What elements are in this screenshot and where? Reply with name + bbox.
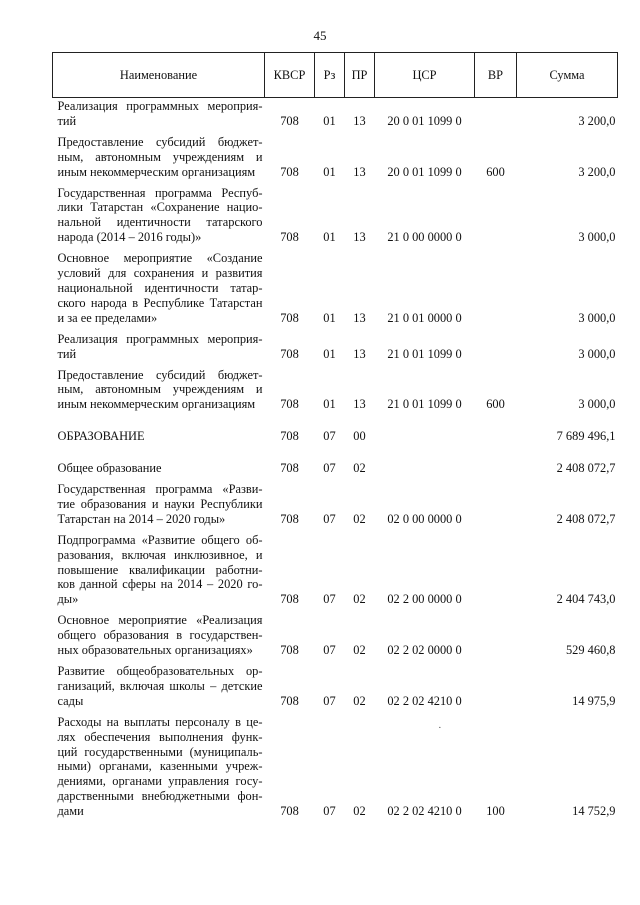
cell-sum: 2 408 072,7 — [556, 511, 616, 526]
page-number: 45 — [313, 28, 327, 43]
cell-csr: 21 0 01 1099 0 — [387, 346, 462, 361]
cell-name: Государственная программа «Разви-тие образования и науки Республики Татарстан на 2014 – 2020 годы» — [57, 482, 263, 526]
cell-kvsr: 708 — [280, 346, 299, 361]
cell-pr: 13 — [353, 230, 366, 245]
cell-pr: 13 — [353, 346, 366, 361]
cell-vr: 600 — [486, 164, 505, 179]
cell-sum: 3 000,0 — [578, 230, 616, 245]
table-row — [53, 527, 618, 608]
cell-pr: 02 — [353, 643, 366, 658]
cell-pr: 02 — [353, 511, 366, 526]
table-row — [53, 180, 618, 246]
cell-rz: 07 — [323, 693, 336, 708]
cell-vr — [475, 326, 517, 362]
cell-rz: 01 — [323, 397, 336, 412]
cell-kvsr: 708 — [280, 461, 299, 476]
cell-pr: 02 — [353, 592, 366, 607]
cell-sum: 3 200,0 — [578, 164, 616, 179]
table-row — [53, 326, 618, 362]
cell-rz: 07 — [323, 592, 336, 607]
header-rz: Рз — [315, 53, 345, 98]
table-row — [53, 129, 618, 180]
cell-kvsr: 708 — [280, 310, 299, 325]
cell-csr: 21 0 01 0000 0 — [387, 310, 462, 325]
header-name: Наименование — [53, 53, 265, 98]
cell-name: Предоставление субсидий бюджет-ным, автономным учреждениям и иным некоммерческим организациям — [57, 367, 263, 412]
cell-csr: 02 2 02 4210 0 — [387, 804, 462, 819]
cell-sum: 2 408 072,7 — [556, 461, 616, 476]
table-row — [53, 245, 618, 326]
cell-rz: 07 — [323, 643, 336, 658]
cell-name: Расходы на выплаты персоналу в це-лях обеспечения выполнения функ-ций государственными (муниципаль-ными) органами, казенными учреж-дениями, органами управления госу-дарственными внебюджетными фон-дами — [57, 714, 263, 819]
cell-vr — [475, 245, 517, 326]
scan-speck: · — [438, 722, 442, 734]
table-row — [53, 476, 618, 527]
cell-name: Предоставление субсидий бюджет-ным, автономным учреждениям и иным некоммерческим организациям — [57, 134, 263, 179]
cell-pr: 02 — [353, 461, 366, 476]
table-row — [53, 412, 618, 444]
table-row — [53, 607, 618, 658]
cell-sum: 2 404 743,0 — [556, 592, 616, 607]
cell-csr: 02 2 02 4210 0 — [387, 693, 462, 708]
cell-kvsr: 708 — [280, 397, 299, 412]
table-row — [53, 658, 618, 709]
cell-sum: 3 000,0 — [578, 310, 616, 325]
cell-vr: 100 — [486, 804, 505, 819]
cell-rz: 07 — [323, 429, 336, 444]
cell-csr: 02 2 00 0000 0 — [387, 592, 462, 607]
table-row — [53, 709, 618, 819]
cell-pr: 13 — [353, 164, 366, 179]
cell-vr — [475, 98, 517, 129]
cell-sum: 3 000,0 — [578, 346, 616, 361]
budget-table — [52, 52, 618, 819]
cell-csr: 02 2 02 0000 0 — [387, 643, 462, 658]
cell-kvsr: 708 — [280, 113, 299, 128]
cell-vr — [475, 476, 517, 527]
table-header — [53, 53, 618, 98]
table-body — [53, 98, 618, 820]
cell-vr: 600 — [486, 397, 505, 412]
cell-sum: 14 975,9 — [572, 693, 616, 708]
cell-csr: 02 0 00 0000 0 — [387, 511, 462, 526]
cell-csr: 21 0 01 1099 0 — [387, 397, 462, 412]
budget-table-container — [52, 52, 617, 819]
cell-sum: 529 460,8 — [565, 643, 616, 658]
cell-vr — [475, 412, 517, 444]
header-sum: Сумма — [517, 53, 618, 98]
cell-name: Общее образование — [57, 461, 162, 476]
cell-name: Реализация программных мероприя-тий — [57, 331, 263, 361]
cell-rz: 07 — [323, 511, 336, 526]
cell-csr: 21 0 00 0000 0 — [387, 230, 462, 245]
cell-rz: 01 — [323, 113, 336, 128]
cell-pr: 02 — [353, 804, 366, 819]
cell-vr — [475, 180, 517, 246]
table-row — [53, 362, 618, 413]
cell-kvsr: 708 — [280, 230, 299, 245]
cell-rz: 07 — [323, 804, 336, 819]
cell-pr: 00 — [353, 429, 366, 444]
cell-rz: 01 — [323, 346, 336, 361]
cell-name: Основное мероприятие «Реализация общего образования в государствен-ных образовательных организациях» — [57, 613, 263, 658]
cell-sum: 7 689 496,1 — [556, 429, 616, 444]
header-csr: ЦСР — [375, 53, 475, 98]
cell-csr — [375, 444, 475, 476]
cell-rz: 01 — [323, 310, 336, 325]
cell-kvsr: 708 — [280, 511, 299, 526]
cell-rz: 01 — [323, 164, 336, 179]
cell-rz: 07 — [323, 461, 336, 476]
cell-kvsr: 708 — [280, 804, 299, 819]
cell-sum: 3 000,0 — [578, 397, 616, 412]
cell-name: Реализация программных мероприя-тий — [57, 99, 263, 128]
cell-name: Основное мероприятие «Создание условий для сохранения и развития национальной идентичности татар-ского народа в Республике Татарстан и за ее пределами» — [57, 251, 263, 325]
cell-pr: 13 — [353, 397, 366, 412]
cell-vr — [475, 527, 517, 608]
table-row — [53, 98, 618, 129]
cell-name: ОБРАЗОВАНИЕ — [57, 429, 145, 444]
table-row — [53, 444, 618, 476]
cell-kvsr: 708 — [280, 429, 299, 444]
cell-csr: 20 0 01 1099 0 — [387, 113, 462, 128]
cell-kvsr: 708 — [280, 164, 299, 179]
cell-pr: 13 — [353, 113, 366, 128]
cell-name: Развитие общеобразовательных ор-ганизаций, включая школы – детские сады — [57, 664, 263, 708]
header-vr: ВР — [475, 53, 517, 98]
cell-vr — [475, 444, 517, 476]
cell-csr: 20 0 01 1099 0 — [387, 164, 462, 179]
header-kvsr: КВСР — [265, 53, 315, 98]
cell-sum: 3 200,0 — [578, 113, 616, 128]
cell-kvsr: 708 — [280, 592, 299, 607]
cell-sum: 14 752,9 — [572, 804, 616, 819]
cell-kvsr: 708 — [280, 643, 299, 658]
cell-vr — [475, 607, 517, 658]
cell-csr — [375, 412, 475, 444]
cell-name: Государственная программа Респуб-лики Татарстан «Сохранение нацио-нальной идентичности татарского народа (2014 – 2016 годы)» — [57, 185, 263, 245]
cell-rz: 01 — [323, 230, 336, 245]
cell-vr — [475, 658, 517, 709]
cell-pr: 02 — [353, 693, 366, 708]
cell-name: Подпрограмма «Развитие общего об-разования, включая инклюзивное, и повышение квалификации работни-ков данной сферы на 2014 – 2020 го-ды» — [57, 532, 263, 607]
cell-pr: 13 — [353, 310, 366, 325]
header-pr: ПР — [345, 53, 375, 98]
cell-kvsr: 708 — [280, 693, 299, 708]
